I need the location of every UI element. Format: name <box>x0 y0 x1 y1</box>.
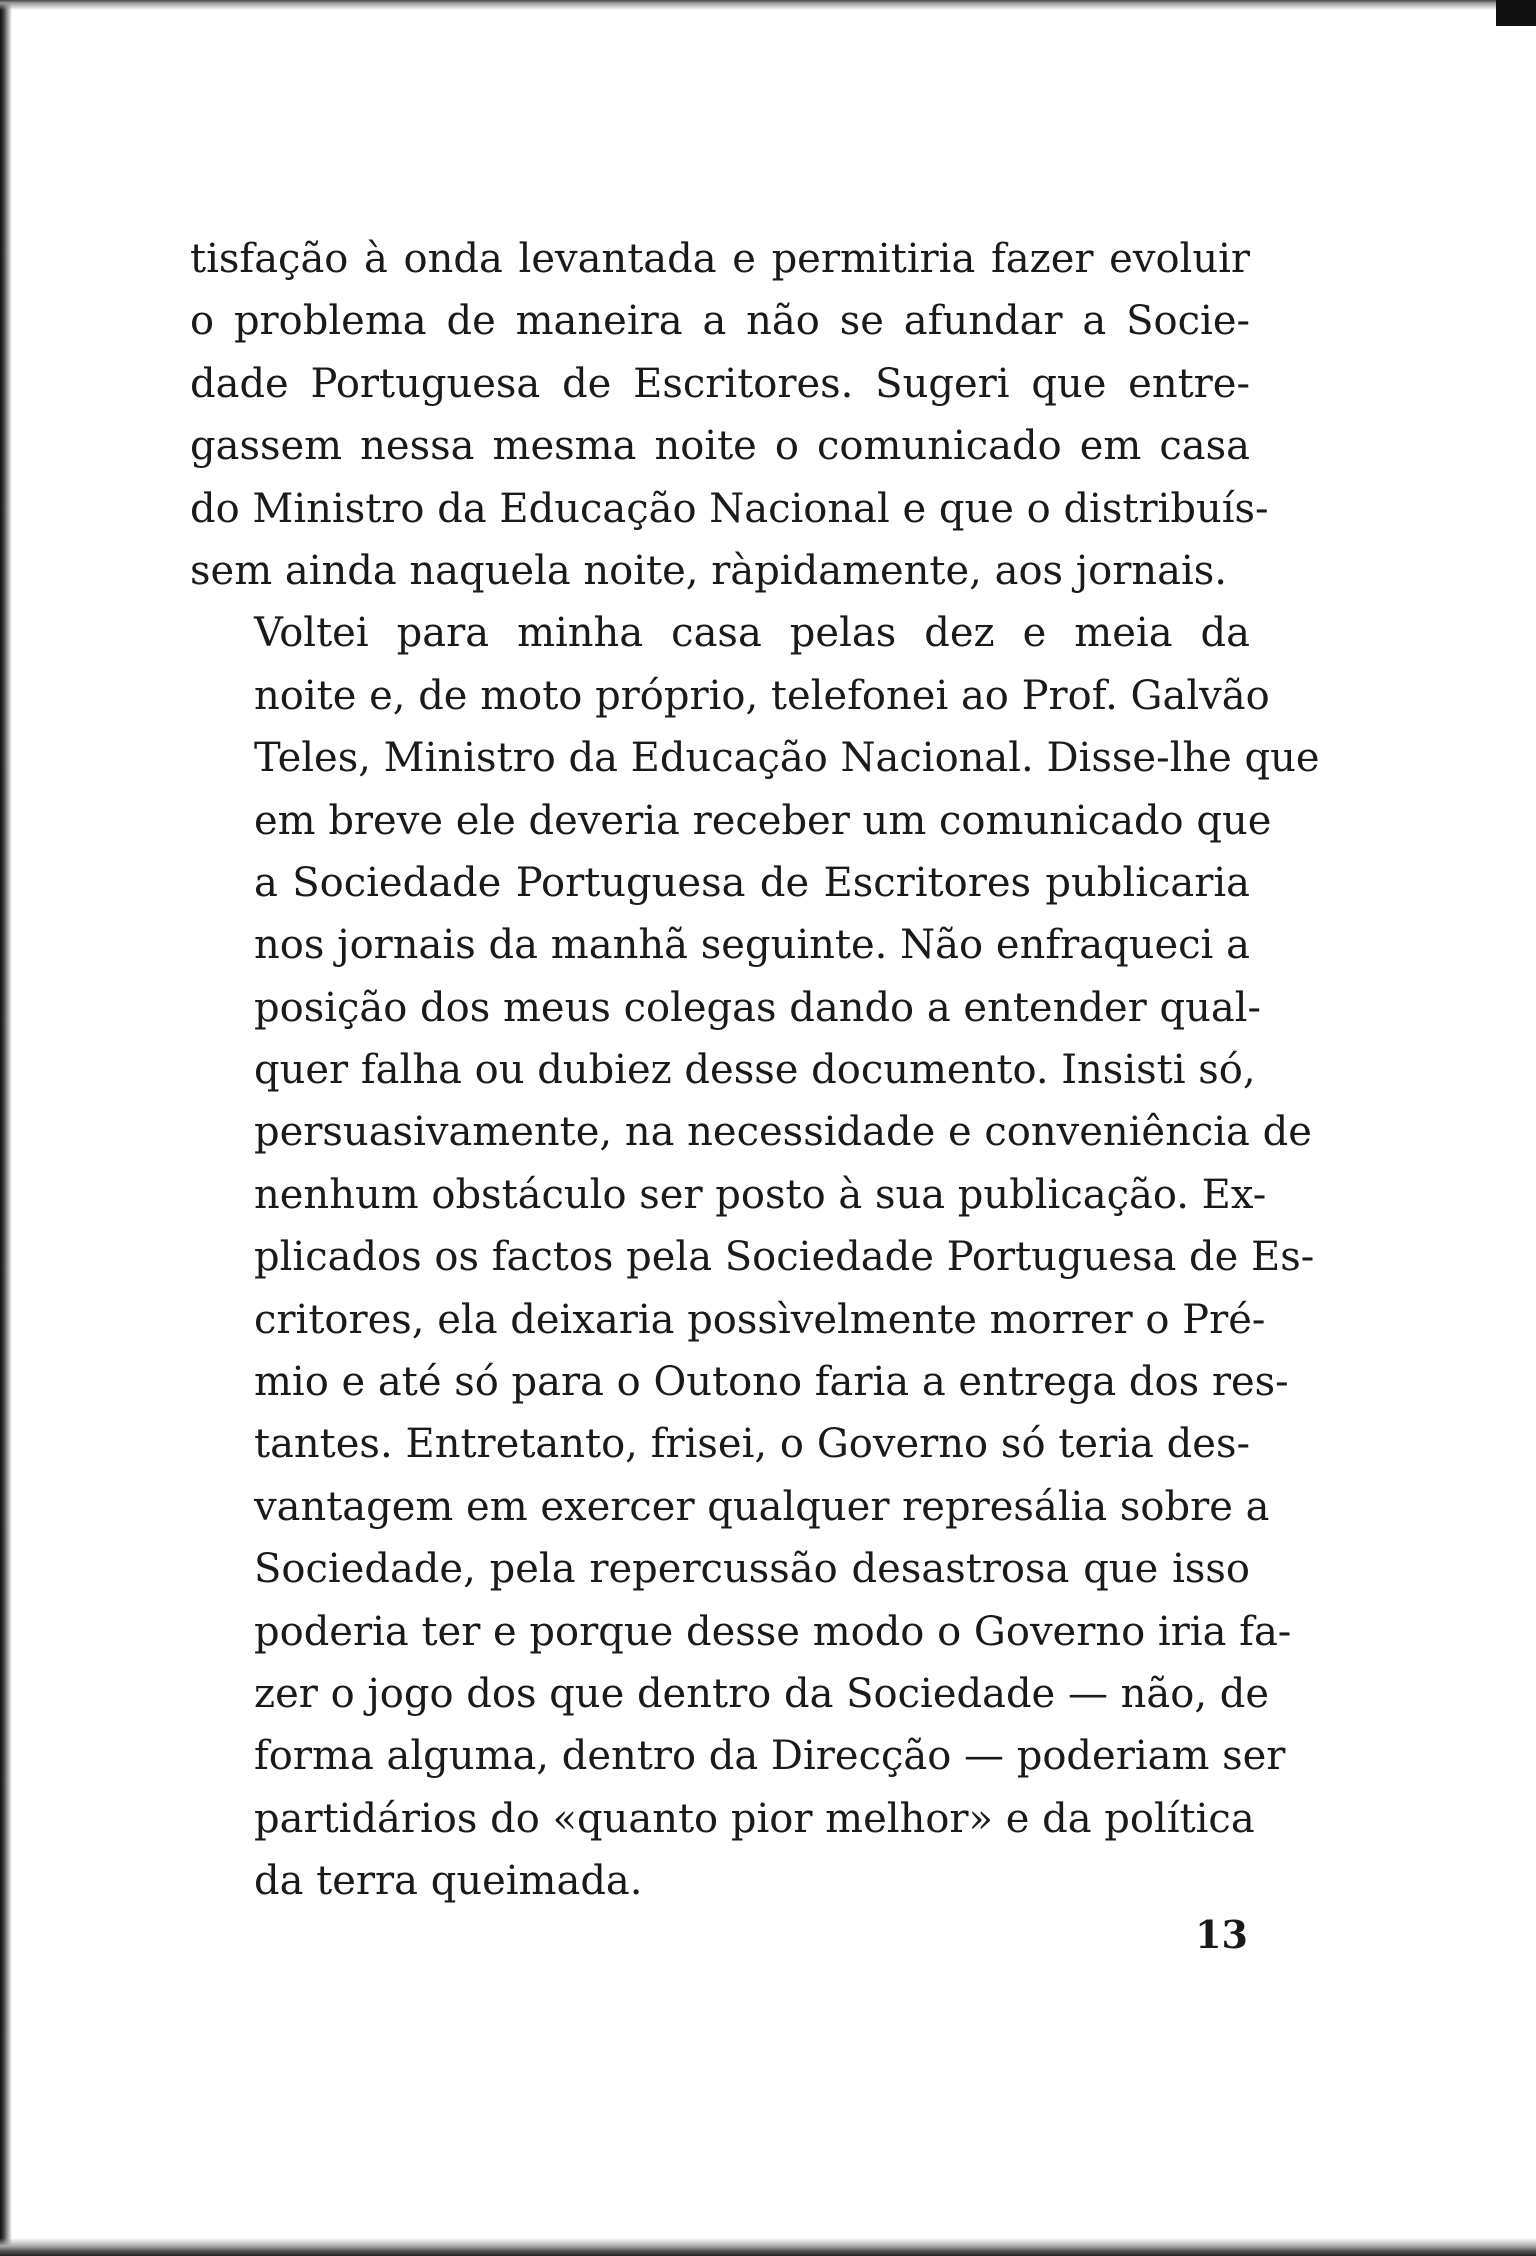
text-line: partidários do «quanto pior melhor» e da política <box>254 1795 1255 1842</box>
text-line: nenhum obstáculo ser posto à sua publicação. Ex- <box>254 1171 1267 1218</box>
text-line: posição dos meus colegas dando a entender qual- <box>254 984 1261 1031</box>
text-line: forma alguma, dentro da Direcção — poderiam ser <box>254 1733 1286 1780</box>
text-line: mio e até só para o Outono faria a entrega dos res- <box>254 1359 1289 1406</box>
scan-corner-mark <box>1496 0 1536 26</box>
text-line: Voltei para minha casa pelas dez e meia da <box>254 610 1250 657</box>
paragraph-2 <box>190 602 1320 1912</box>
text-line: em breve ele deveria receber um comunicado que <box>254 797 1272 844</box>
scan-edge-left <box>0 0 12 2256</box>
text-line: critores, ela deixaria possìvelmente morrer o Pré- <box>254 1296 1266 1343</box>
body-text <box>190 228 1320 1913</box>
text-line: persuasivamente, na necessidade e conveniência de <box>254 1109 1312 1156</box>
text-line: Teles, Ministro da Educação Nacional. Disse-lhe que <box>254 735 1320 782</box>
text-line: Sociedade, pela repercussão desastrosa que isso <box>254 1546 1250 1593</box>
text-line: noite e, de moto próprio, telefonei ao Prof. Galvão <box>254 672 1270 719</box>
text-line: do Ministro da Educação Nacional e que o distribuís- <box>190 485 1269 532</box>
text-line: poderia ter e porque desse modo o Governo iria fa- <box>254 1608 1292 1655</box>
text-line: gassem nessa mesma noite o comunicado em casa <box>190 423 1250 470</box>
text-line: vantagem em exercer qualquer represália sobre a <box>254 1483 1270 1530</box>
scan-edge-top <box>0 0 1536 10</box>
text-line: dade Portuguesa de Escritores. Sugeri que entre- <box>190 360 1250 407</box>
text-line: zer o jogo dos que dentro da Sociedade — não, de <box>254 1670 1270 1717</box>
text-line: da terra queimada. <box>254 1858 643 1905</box>
text-line: nos jornais da manhã seguinte. Não enfraqueci a <box>254 922 1250 969</box>
text-line: tisfação à onda levantada e permitiria fazer evoluir <box>190 236 1250 282</box>
scan-edge-bottom <box>0 2238 1536 2256</box>
text-line: tantes. Entretanto, frisei, o Governo só teria des- <box>254 1421 1250 1468</box>
page-number: 13 <box>1195 1912 1248 1957</box>
paragraph-1 <box>190 228 1269 602</box>
text-line: sem ainda naquela noite, ràpidamente, aos jornais. <box>190 547 1228 594</box>
text-line: a Sociedade Portuguesa de Escritores publicaria <box>254 859 1250 906</box>
text-line: o problema de maneira a não se afundar a Socie- <box>190 298 1250 345</box>
text-line: quer falha ou dubiez desse documento. Insisti só, <box>254 1047 1256 1094</box>
text-line: plicados os factos pela Sociedade Portuguesa de Es- <box>254 1234 1315 1281</box>
